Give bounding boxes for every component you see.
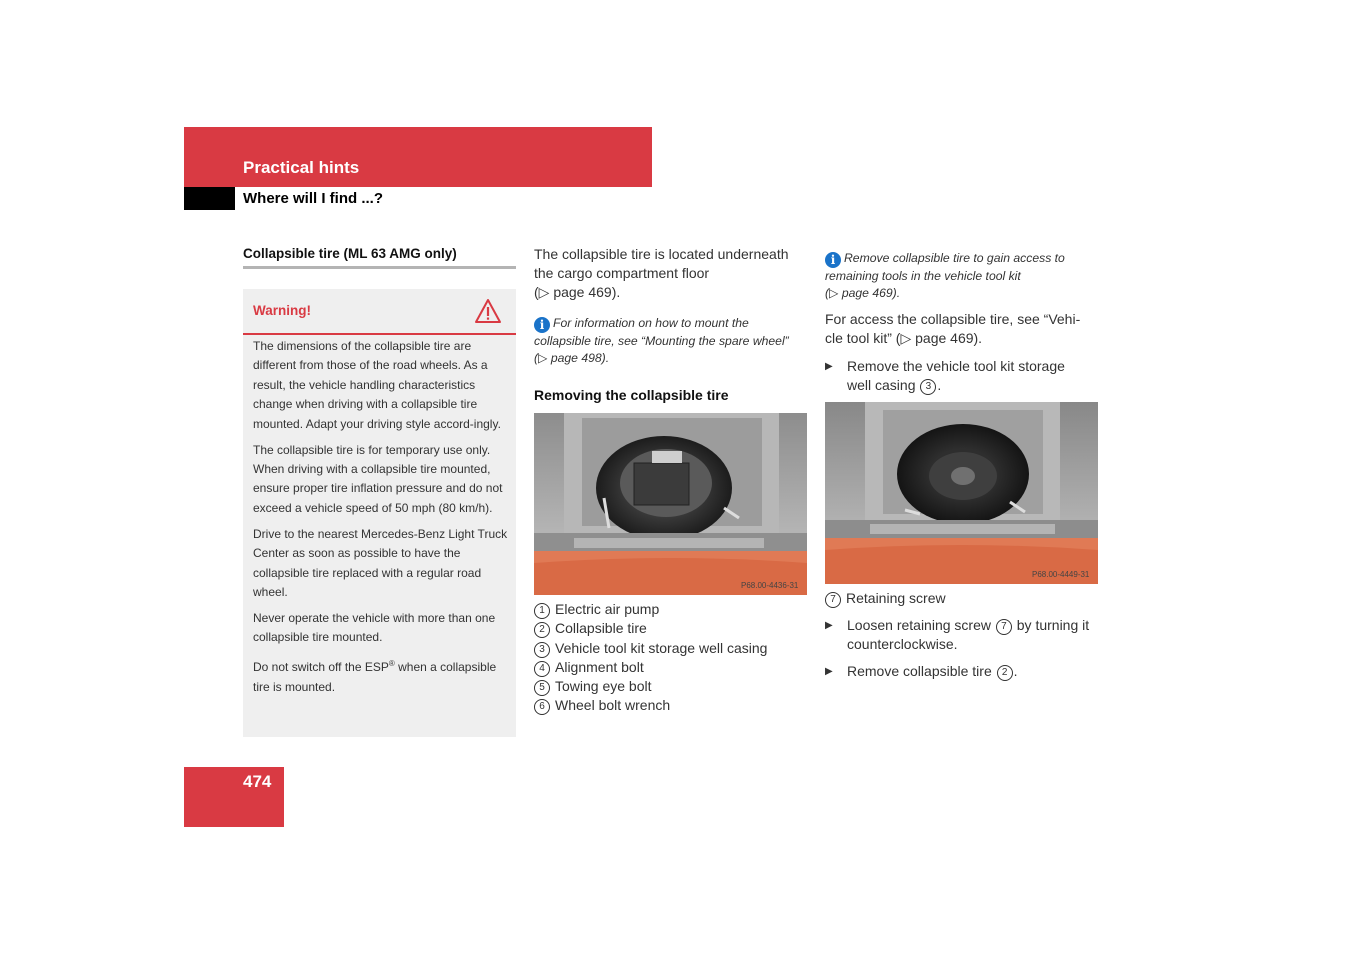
image-code: P68.00-4449-31 [1032, 570, 1090, 579]
section-tab-marker [184, 187, 235, 210]
warning-text [253, 337, 509, 704]
legend-item: 3 Vehicle tool kit storage well casing [534, 639, 767, 658]
warning-box [243, 289, 516, 737]
mounting-note: i For information on how to mount the collapsible tire, see “Mounting the spare wheel” (▷ page 498). [534, 316, 789, 365]
warning-paragraph: Never operate the vehicle with more than one collapsible tire mounted. [253, 611, 496, 645]
warning-triangle-icon [474, 298, 502, 324]
chapter-header-bar [184, 127, 652, 187]
info-icon: i [534, 317, 550, 333]
step-bullet-icon: ▶ [825, 620, 833, 631]
legend-item: 1 Electric air pump [534, 600, 767, 619]
cargo-photo-1 [534, 413, 807, 595]
legend-item: 6 Wheel bolt wrench [534, 696, 767, 715]
page-number: 474 [243, 772, 272, 791]
legend-item: 7 Retaining screw [825, 589, 946, 608]
info-icon: i [825, 252, 841, 268]
warning-paragraph: The dimensions of the collapsible tire are different from those of the road wheels. As a result, the vehicle handling characteristics change when driving with a collapsible tire mounted. Adapt your driving style accord-ingly. [253, 339, 501, 431]
cargo-photo-2 [825, 402, 1098, 584]
access-note: i Remove collapsible tire to gain access to remaining tools in the vehicle tool kit (▷ page 469). [825, 251, 1065, 300]
legend-item: 2 Collapsible tire [534, 619, 767, 638]
chapter-title: Practical hints [243, 158, 360, 177]
legend-item: 4 Alignment bolt [534, 658, 767, 677]
section-title: Collapsible tire (ML 63 AMG only) [243, 246, 457, 261]
step-remove-casing: ▶ Remove the vehicle tool kit storage well casing 3 . [825, 357, 1100, 395]
image-code: P68.00-4436-31 [741, 581, 799, 590]
step-remove-tire: ▶ Remove collapsible tire 2 . [825, 662, 1100, 681]
section-subtitle: Where will I find ...? [243, 190, 384, 207]
step-loosen-screw: ▶ Loosen retaining screw 7 by turning it counterclockwise. [825, 616, 1100, 654]
warning-label: Warning! [253, 303, 311, 318]
warning-paragraph-esp: Do not switch off the ESP® when a collapsible tire is mounted. [253, 659, 497, 694]
warning-paragraph: The collapsible tire is for temporary use only. When driving with a collapsible tire mounted, ensure proper tire inflation pressure and do not exceed a vehicle speed of 50 mph (80 km/h). [253, 442, 503, 515]
warning-header [243, 289, 516, 335]
legend-list-2 [825, 589, 946, 608]
intro-text: The collapsible tire is located underneath the cargo compartment floor (▷ page 469). [534, 246, 789, 301]
step-bullet-icon: ▶ [825, 666, 833, 677]
access-text: For access the collapsible tire, see “Vehi- cle tool kit” (▷ page 469). [825, 311, 1081, 347]
section-rule [243, 266, 516, 269]
legend-list-1 [534, 600, 767, 716]
warning-paragraph: Drive to the nearest Mercedes-Benz Light Truck Center as soon as possible to have the collapsible tire replaced with a regular road wheel. [253, 526, 508, 600]
legend-item: 5 Towing eye bolt [534, 677, 767, 696]
removing-heading: Removing the collapsible tire [534, 387, 729, 403]
step-bullet-icon: ▶ [825, 361, 833, 372]
